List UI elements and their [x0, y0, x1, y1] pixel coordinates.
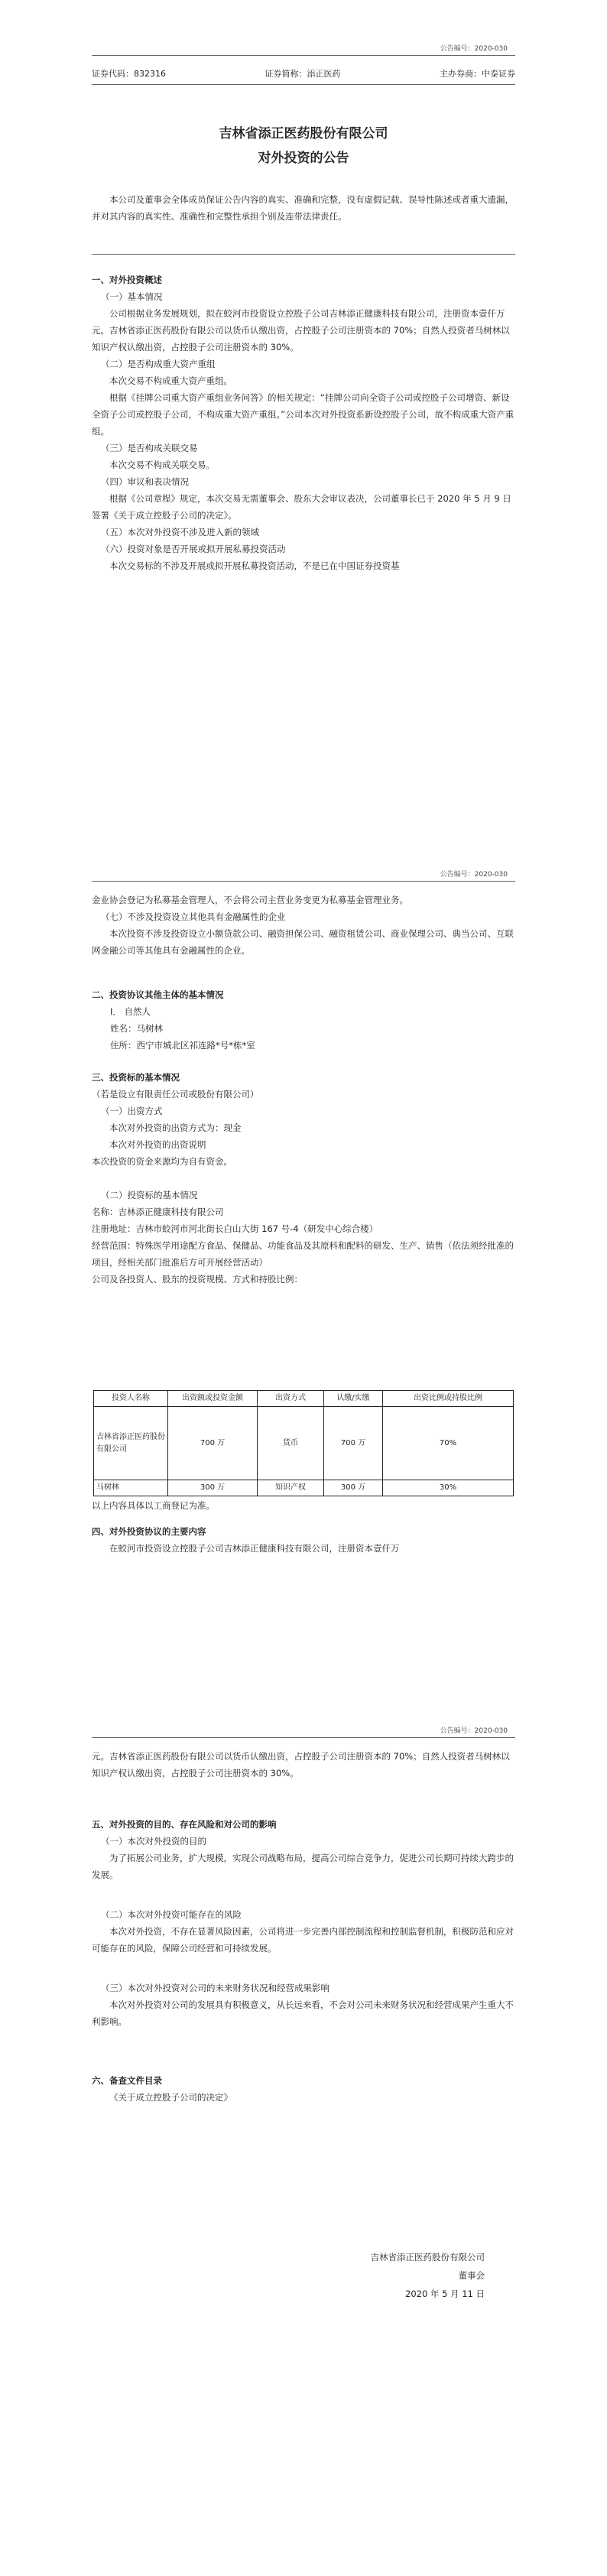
subheading: （四）审议和表决情况 — [101, 476, 189, 487]
paragraph: 本次交易不构成重大资产重组。 — [109, 375, 232, 386]
paragraph: 本次对外投资，不存在显著风险因素，公司将进一步完善内部控制流程和控制监督机制，积极防范和应对可能存在的风险，保障公司经营和可持续发展。 — [92, 1926, 514, 1954]
paragraph: 根据《公司章程》规定，本次交易无需董事会、股东大会审议表决，公司董事长已于 2020 年 5 月 9 日签署《关于成立控股子公司的决定》。 — [92, 493, 511, 521]
sponsor-broker: 主办券商：中泰证券 — [440, 69, 515, 79]
section-4-cont — [92, 1748, 515, 1782]
section-heading: 三、投资标的基本情况 — [92, 1072, 180, 1083]
table-header-row — [94, 1391, 514, 1407]
security-code: 证券代码：832316 — [92, 69, 166, 79]
reference-document: 《关于成立控股子公司的决定》 — [109, 2092, 232, 2103]
subheading: （二）投资标的基本情况 — [101, 1190, 198, 1200]
page-1 — [0, 0, 607, 864]
security-info-row — [92, 67, 515, 80]
table-header-cell: 出资额或投资金额 — [168, 1391, 258, 1407]
paragraph: 本次投资的资金来源均为自有资金。 — [92, 1156, 232, 1167]
subheading: （一）基本情况 — [101, 291, 163, 302]
table-intro: 公司及各投资人、股东的投资规模、方式和持股比例： — [92, 1274, 303, 1285]
table-cell: 300 万 — [168, 1480, 258, 1496]
paragraph: 在蛟河市投资设立控股子公司吉林添正健康科技有限公司，注册资本壹仟万 — [109, 1543, 400, 1554]
table-header-cell: 出资方式 — [258, 1391, 324, 1407]
disclaimer-rule — [92, 254, 515, 255]
section-6 — [92, 2072, 515, 2106]
section-5 — [92, 1816, 515, 2030]
subheading: （三）是否构成关联交易 — [101, 443, 198, 453]
section-heading: 六、备查文件目录 — [92, 2075, 162, 2086]
security-abbr: 证券简称：添正医药 — [265, 69, 341, 79]
header-rule — [92, 1737, 515, 1738]
table-header-cell: 认缴/实缴 — [324, 1391, 383, 1407]
section-heading: 五、对外投资的目的、存在风险和对公司的影响 — [92, 1819, 277, 1830]
section-3 — [92, 1069, 515, 1288]
paragraph: 根据《挂牌公司重大资产重组业务问答》的相关规定：“挂牌公司向全资子公司或控股子公司增资、新设全资子公司或控股子公司，不构成重大资产重组。”公司本次对外投资系新设控股子公司，故不构成重大资产重组。 — [92, 392, 514, 437]
subheading: （五）本次对外投资不涉及进入新的领域 — [101, 527, 259, 538]
signature-board: 董事会 — [458, 2270, 485, 2281]
table-header-cell: 投资人名称 — [94, 1391, 168, 1407]
target-scope: 经营范围：特殊医学用途配方食品、保健品、功能食品及其原料和配料的研发、生产、销售（依法须经批准的项目，经相关部门批准后方可开展经营活动） — [92, 1240, 514, 1268]
signature-company: 吉林省添正医药股份有限公司 — [370, 2252, 485, 2263]
subheading: （一）本次对外投资的目的 — [101, 1836, 206, 1847]
table-cell: 货币 — [258, 1407, 324, 1480]
investment-table — [93, 1390, 514, 1496]
page-3 — [0, 1720, 607, 2576]
note: （若是设立有限责任公司或股份有限公司） — [92, 1089, 259, 1100]
paragraph: 本次交易不构成关联交易。 — [109, 460, 215, 470]
table-cell: 马树林 — [94, 1480, 168, 1496]
paragraph: 本次投资不涉及投资设立小额贷款公司、融资担保公司、融资租赁公司、商业保理公司、典当公司、互联网金融公司等其他具有金融属性的企业。 — [92, 928, 514, 956]
title-document: 对外投资的公告 — [258, 151, 349, 166]
paragraph: 公司根据业务发展规划，拟在蛟河市投资设立控股子公司吉林添正健康科技有限公司，注册资本壹仟万元。吉林省添正医药股份有限公司以货币认缴出资，占控股子公司注册资本的 70%；自然人投资者马树林以知识产权认缴出资，占控股子公司注册资本的 30%。 — [92, 308, 510, 352]
subheading: （六）投资对象是否开展或拟开展私募投资活动 — [101, 544, 286, 554]
section-2 — [92, 986, 515, 1054]
table-cell: 吉林省添正医药股份有限公司 — [94, 1407, 168, 1480]
section-1 — [92, 271, 515, 574]
header-rule-2 — [92, 84, 515, 85]
page-2 — [0, 864, 607, 1720]
announcement-number: 公告编号：2020-030 — [440, 45, 508, 53]
announcement-number: 公告编号：2020-030 — [440, 871, 508, 879]
paragraph: 本次对外投资对公司的发展具有积极意义，从长远来看，不会对公司未来财务状况和经营成果产生重大不利影响。 — [92, 1999, 514, 2027]
investor-address: 住所：西宁市城北区祁连路*号*栋*室 — [110, 1040, 255, 1051]
title-company: 吉林省添正医药股份有限公司 — [219, 126, 388, 141]
section-3-tail — [92, 1497, 515, 1514]
section-heading: 一、对外投资概述 — [92, 274, 162, 285]
target-name: 名称：吉林添正健康科技有限公司 — [92, 1207, 224, 1217]
paragraph: 为了拓展公司业务，扩大规模，实现公司战略布局，提高公司综合竞争力，促进公司长期可持续大跨步的发展。 — [92, 1853, 514, 1880]
subheading: （二）本次对外投资可能存在的风险 — [101, 1909, 242, 1920]
paragraph: 本次交易标的不涉及开展或拟开展私募投资活动，不是已在中国证券投资基 — [109, 560, 400, 571]
table-cell: 700 万 — [168, 1407, 258, 1480]
table-row — [94, 1407, 514, 1480]
target-address: 注册地址：吉林市蛟河市河北街长白山大街 167 号-4（研发中心综合楼） — [92, 1223, 378, 1234]
table-header-cell: 出资比例或持股比例 — [383, 1391, 514, 1407]
table-cell: 知识产权 — [258, 1480, 324, 1496]
paragraph: 金业协会登记为私募基金管理人，不会将公司主营业务变更为私募基金管理业务。 — [92, 895, 408, 905]
paragraph: 本次对外投资的出资方式为：现金 — [109, 1122, 242, 1133]
paragraph: 元。吉林省添正医药股份有限公司以货币认缴出资，占控股子公司注册资本的 70%；自然人投资者马树林以知识产权认缴出资，占控股子公司注册资本的 30%。 — [92, 1751, 510, 1779]
table-cell: 700 万 — [324, 1407, 383, 1480]
table-cell: 30% — [383, 1480, 514, 1496]
subheading: （七）不涉及投资设立其他具有金融属性的企业 — [101, 911, 286, 922]
announcement-number: 公告编号：2020-030 — [440, 1727, 508, 1735]
investor-name: 姓名：马树林 — [110, 1023, 163, 1034]
signature-block — [371, 2248, 485, 2303]
subheading: （二）是否构成重大资产重组 — [101, 359, 216, 369]
section-4 — [92, 1523, 515, 1557]
subheading: （三）本次对外投资对公司的未来财务状况和经营成果影响 — [101, 1983, 329, 1993]
header-rule — [92, 55, 515, 56]
signature-date: 2020 年 5 月 11 日 — [405, 2289, 485, 2299]
table-row — [94, 1480, 514, 1496]
section-heading: 二、投资协议其他主体的基本情况 — [92, 989, 224, 1000]
table-cell: 300 万 — [324, 1480, 383, 1496]
investor-type: Ⅰ． 自然人 — [110, 1006, 151, 1017]
table-note: 以上内容具体以工商登记为准。 — [92, 1500, 215, 1511]
disclaimer-text: 本公司及董事会全体成员保证公告内容的真实、准确和完整，没有虚假记载、误导性陈述或者重大遗漏，并对其内容的真实性、准确性和完整性承担个别及连带法律责任。 — [92, 194, 514, 222]
section-1-cont — [92, 892, 515, 959]
section-heading: 四、对外投资协议的主要内容 — [92, 1526, 206, 1537]
subheading: 本次对外投资的出资说明 — [109, 1139, 206, 1150]
header-rule — [92, 881, 515, 882]
table-cell: 70% — [383, 1407, 514, 1480]
subheading: （一）出资方式 — [101, 1106, 163, 1116]
